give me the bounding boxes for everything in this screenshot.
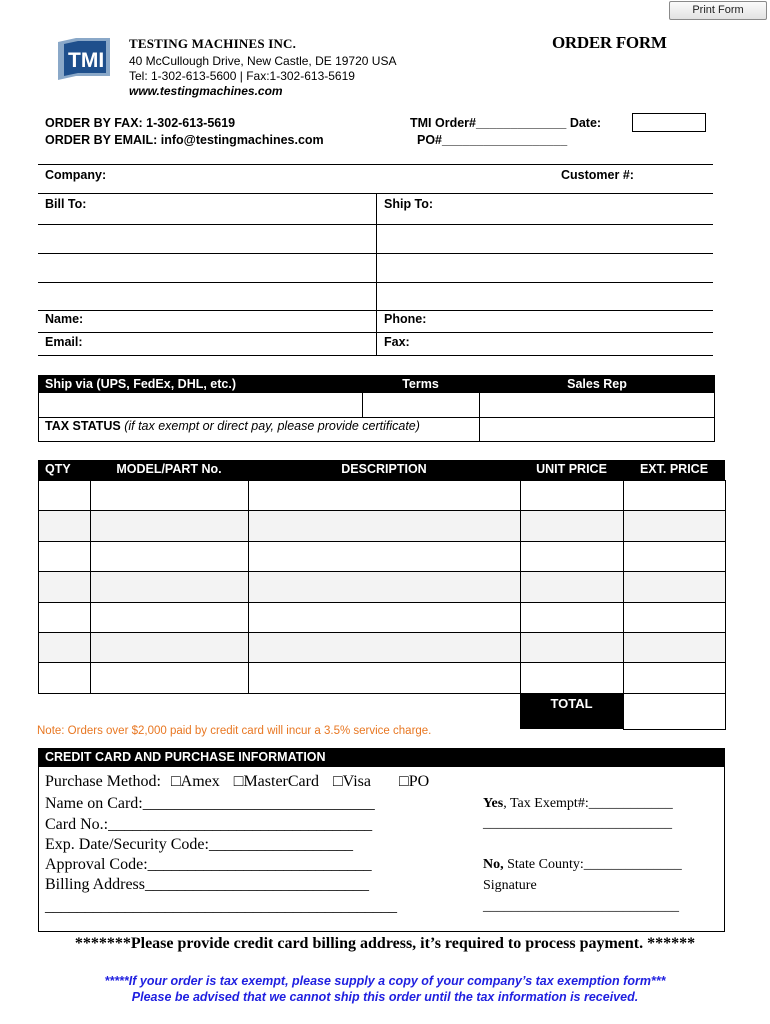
card-number-field[interactable]: Card No.:_________________________________ xyxy=(45,816,373,833)
tmi-order-label: TMI Order#_____________ Date: xyxy=(410,116,602,130)
mastercard-label: MasterCard xyxy=(243,773,319,790)
company-name: TESTING MACHINES INC. xyxy=(129,36,297,51)
visa-label: Visa xyxy=(342,773,372,790)
state-county-field: State County:______________ xyxy=(503,857,682,872)
table-cell[interactable] xyxy=(520,602,624,633)
credit-card-header: CREDIT CARD AND PURCHASE INFORMATION xyxy=(45,750,326,764)
tax-exempt-yes[interactable] xyxy=(483,796,673,812)
name-label: Name: xyxy=(45,312,84,326)
address-line[interactable] xyxy=(38,310,713,311)
table-cell[interactable] xyxy=(623,480,726,511)
tmi-logo xyxy=(56,36,112,80)
table-cell[interactable] xyxy=(38,571,91,602)
ship-to-label: Ship To: xyxy=(384,197,434,211)
table-cell[interactable] xyxy=(38,510,91,541)
table-cell[interactable] xyxy=(520,541,624,572)
column-header-model-part-no: MODEL/PART No. xyxy=(116,462,222,476)
company-website[interactable]: www.testingmachines.com xyxy=(129,84,283,98)
column-header-description: DESCRIPTION xyxy=(341,462,427,476)
table-cell[interactable] xyxy=(38,662,91,693)
amex-checkbox[interactable]: □Amex xyxy=(170,773,220,790)
shipping-row[interactable] xyxy=(38,392,715,418)
table-cell[interactable] xyxy=(623,571,726,602)
divider xyxy=(376,193,377,355)
print-form-button[interactable]: Print Form xyxy=(669,1,767,20)
table-cell[interactable] xyxy=(90,510,249,541)
table-cell[interactable] xyxy=(520,510,624,541)
shipping-notice: Please be advised that we cannot ship this order until the tax information is received. xyxy=(131,990,639,1004)
service-charge-note: Note: Orders over $2,000 paid by credit card will incur a 3.5% service charge. xyxy=(37,725,432,737)
billing-address-line2[interactable]: ____________________________________________ xyxy=(45,898,397,915)
table-cell[interactable] xyxy=(90,571,249,602)
table-cell[interactable] xyxy=(38,480,91,511)
column-header-ext-price: EXT. PRICE xyxy=(639,462,709,476)
fax-label: Fax: xyxy=(384,335,410,349)
address-line[interactable] xyxy=(38,224,713,225)
table-cell[interactable] xyxy=(90,480,249,511)
table-cell[interactable] xyxy=(623,662,726,693)
po-label: PO#__________________ xyxy=(417,133,568,147)
no-label: No, xyxy=(483,857,504,872)
email-label: Email: xyxy=(45,335,83,349)
table-cell[interactable] xyxy=(248,632,521,663)
page-title: ORDER FORM xyxy=(552,33,667,52)
table-cell[interactable] xyxy=(623,602,726,633)
purchase-method-row xyxy=(45,773,429,791)
order-by-fax: ORDER BY FAX: 1-302-613-5619 xyxy=(45,116,236,130)
billing-address-notice: *******Please provide credit card billing address, it’s required to process payment. ****** xyxy=(74,935,696,952)
visa-checkbox[interactable]: □Visa xyxy=(332,773,372,790)
purchase-method-label: Purchase Method: xyxy=(45,773,161,790)
company-label: Company: xyxy=(45,168,107,182)
total-value-cell[interactable] xyxy=(623,693,726,730)
yes-label: Yes xyxy=(483,796,504,811)
column-header-unit-price: UNIT PRICE xyxy=(536,462,607,476)
total-label: TOTAL xyxy=(520,693,623,729)
table-cell[interactable] xyxy=(623,510,726,541)
exp-date-field[interactable]: Exp. Date/Security Code:__________________ xyxy=(45,836,353,853)
divider xyxy=(38,355,713,356)
signature-label: Signature xyxy=(483,878,537,893)
table-cell[interactable] xyxy=(520,571,624,602)
table-cell[interactable] xyxy=(248,571,521,602)
po-checkbox[interactable]: □PO xyxy=(399,773,430,790)
table-cell[interactable] xyxy=(248,602,521,633)
table-cell[interactable] xyxy=(248,541,521,572)
ship-via-header: Ship via (UPS, FedEx, DHL, etc.) xyxy=(45,377,237,391)
table-cell[interactable] xyxy=(38,541,91,572)
bill-to-label: Bill To: xyxy=(45,197,87,211)
table-cell[interactable] xyxy=(38,632,91,663)
phone-label: Phone: xyxy=(384,312,427,326)
table-cell[interactable] xyxy=(90,662,249,693)
approval-code-field[interactable]: Approval Code:____________________________ xyxy=(45,856,372,873)
table-cell[interactable] xyxy=(520,662,624,693)
order-by-email: ORDER BY EMAIL: info@testingmachines.com xyxy=(45,133,324,147)
divider xyxy=(38,332,713,333)
tax-status-bold: TAX STATUS xyxy=(45,419,121,433)
signature-line[interactable]: ____________________________ xyxy=(483,899,679,914)
tax-exempt-no[interactable] xyxy=(483,857,682,873)
terms-header: Terms xyxy=(402,377,439,391)
table-cell[interactable] xyxy=(520,480,624,511)
customer-number-label: Customer #: xyxy=(561,168,634,182)
table-cell[interactable] xyxy=(90,602,249,633)
table-cell[interactable] xyxy=(38,602,91,633)
table-cell[interactable] xyxy=(623,632,726,663)
tax-exempt-number-field: , Tax Exempt#:____________ xyxy=(503,796,673,811)
table-cell[interactable] xyxy=(520,632,624,663)
table-cell[interactable] xyxy=(248,662,521,693)
tax-exempt-notice: *****If your order is tax exempt, please supply a copy of your company’s tax exemption form*** xyxy=(104,974,666,988)
table-cell[interactable] xyxy=(248,510,521,541)
amex-label: Amex xyxy=(180,773,220,790)
mastercard-checkbox[interactable]: □MasterCard xyxy=(233,773,319,790)
billing-address-field[interactable]: Billing Address____________________________ xyxy=(45,876,370,893)
date-field[interactable] xyxy=(632,113,706,132)
name-on-card-field[interactable]: Name on Card:_____________________________ xyxy=(45,795,375,812)
company-phones: Tel: 1-302-613-5600 | Fax:1-302-613-5619 xyxy=(129,69,355,83)
logo-text: TMI xyxy=(68,49,105,72)
column-header-qty: QTY xyxy=(45,462,71,476)
divider xyxy=(362,392,363,418)
divider xyxy=(38,164,713,165)
company-address: 40 McCullough Drive, New Castle, DE 19720 USA xyxy=(129,54,397,68)
sales-rep-header: Sales Rep xyxy=(567,377,627,391)
tax-exempt-line2[interactable]: ___________________________ xyxy=(483,816,672,831)
tax-status-note: (if tax exempt or direct pay, please provide certificate) xyxy=(124,419,420,433)
table-cell[interactable] xyxy=(248,480,521,511)
address-line[interactable] xyxy=(38,282,713,283)
table-cell[interactable] xyxy=(90,632,249,663)
tax-status-label xyxy=(45,419,420,433)
address-line[interactable] xyxy=(38,253,713,254)
table-cell[interactable] xyxy=(623,541,726,572)
table-cell[interactable] xyxy=(90,541,249,572)
po-option-label: PO xyxy=(408,773,430,790)
